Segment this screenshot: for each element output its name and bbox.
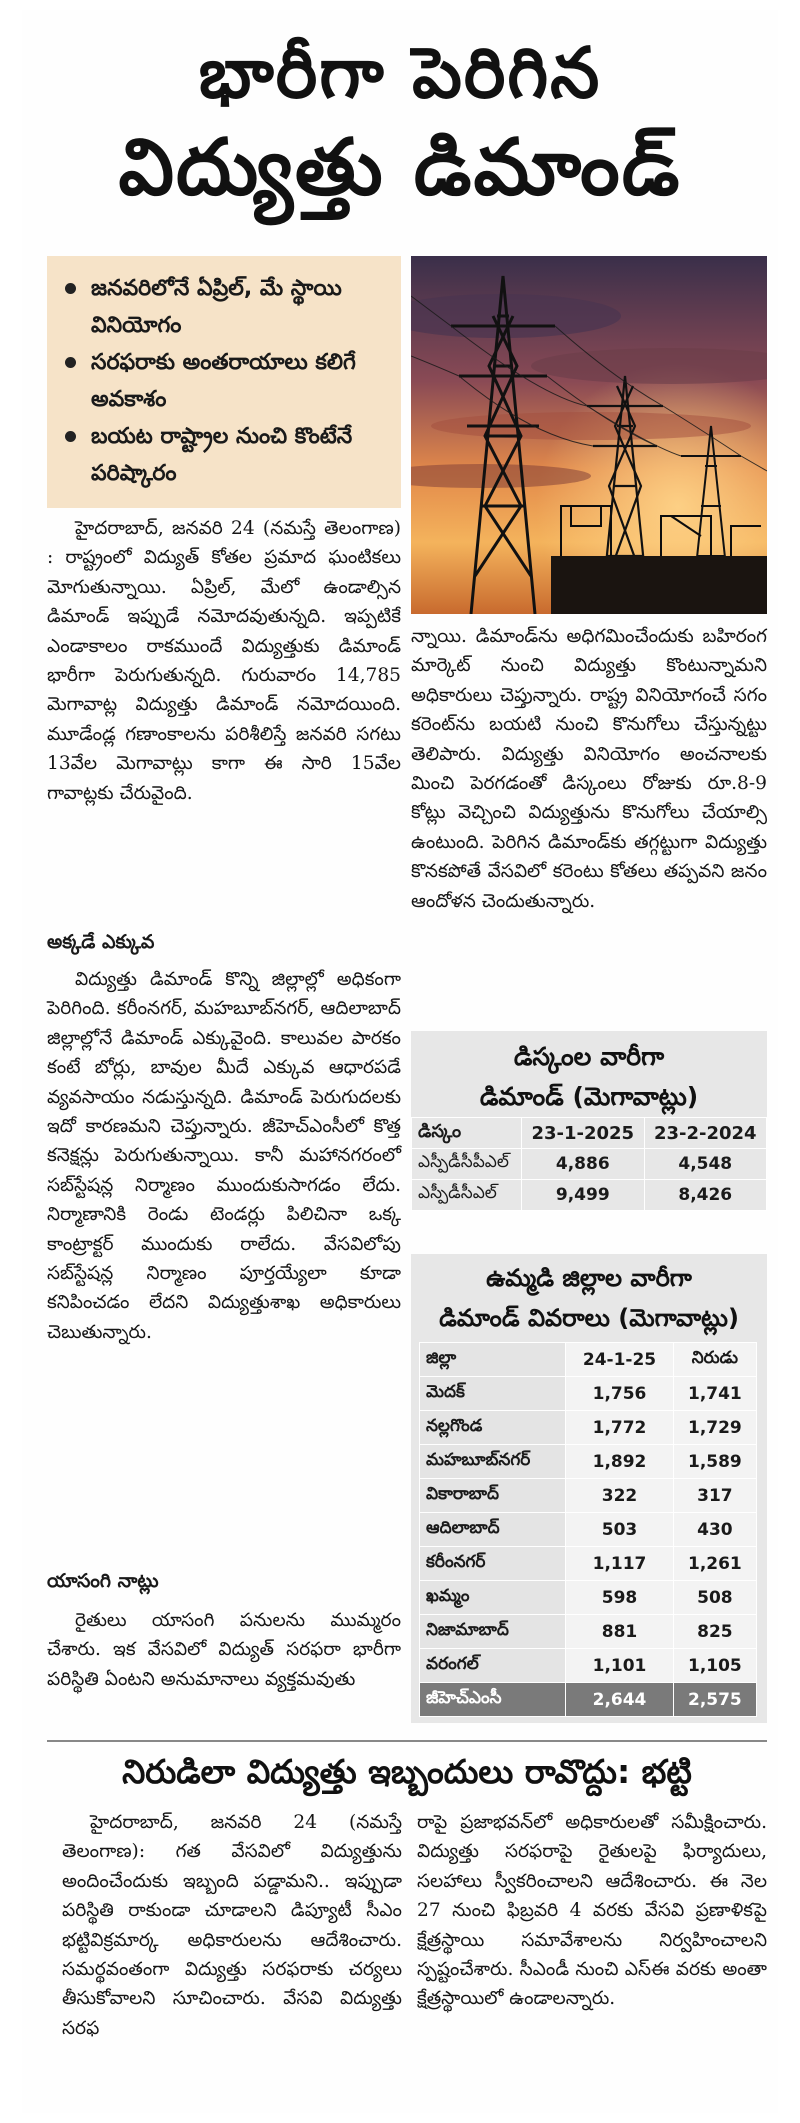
newspaper-clipping bbox=[22, 10, 778, 2113]
article-paragraph: న్నాయి. డిమాండ్‌ను అధిగమించేందుకు బహిరంగ మార్కెట్ నుంచి విద్యుత్తు కొంటున్నామని అధికారులు చెప్తున్నారు. రాష్ట్ర వినియోగంచే సగం కరెంట్‌ను బయటి నుంచి కొనుగోలు చేస్తున్నట్టు తెలిపారు. విద్యుత్తు వినియోగం అంచనాలకు మించి పెరగడంతో డిస్కంలు రోజుకు రూ.8-9 కోట్లు వెచ్చించి విద్యుత్తును కొనుగోలు చేయాల్సి ఉంటుంది. పెరిగిన డిమాండ్‌కు తగ్గట్టుగా విద్యుత్తు కొనకపోతే వేసవిలో కరెంటు కోతలు తప్పవని జనం ఆందోళన చెందుతున్నారు. bbox=[411, 626, 767, 912]
highlights-list bbox=[59, 270, 391, 492]
table-cell: ఎస్పీడీసీఎల్ bbox=[412, 1180, 522, 1211]
table-row bbox=[420, 1547, 757, 1581]
bullet-icon bbox=[65, 431, 76, 442]
district-demand-table bbox=[411, 1254, 767, 1723]
table-row bbox=[420, 1411, 757, 1445]
table-header-cell: 23-1-2025 bbox=[522, 1118, 644, 1149]
table-cell: ఎస్పీడీసీపీఎల్ bbox=[412, 1149, 522, 1180]
district-table bbox=[419, 1342, 757, 1717]
table-cell: నల్లగొండ bbox=[420, 1411, 566, 1445]
table-cell: 2,575 bbox=[673, 1683, 756, 1717]
article-body-left bbox=[47, 514, 401, 808]
highlights-box bbox=[47, 256, 401, 508]
table-cell: 1,101 bbox=[566, 1649, 674, 1683]
second-article-body-left bbox=[62, 1808, 402, 2043]
article-paragraph: హైదరాబాద్, జనవరి 24 (నమస్తే తెలంగాణ) : రాష్ట్రంలో విద్యుత్ కోతల ప్రమాద ఘంటికలు మోగుతున్నాయి. ఏప్రిల్, మేలో ఉండాల్సిన డిమాండ్ ఇప్పుడే నమోదవుతున్నది. ఇప్పటికే ఎండాకాలం రాకముందే విద్యుత్తుకు డిమాండ్ భారీగా పెరుగుతున్నది. గురువారం 14,785 మెగావాట్ల విద్యుత్తు డిమాండ్ నమోదయింది. మూడేండ్ల గణాంకాలను పరిశీలిస్తే జనవరి సగటు 13వేల మెగావాట్లు కాగా ఈ సారి 15వేల గావాట్లకు చేరువైంది. bbox=[47, 518, 401, 804]
table-row bbox=[420, 1445, 757, 1479]
table-cell: 317 bbox=[673, 1479, 756, 1513]
table-cell: 430 bbox=[673, 1513, 756, 1547]
second-article-body-right bbox=[417, 1808, 767, 2014]
bullet-icon bbox=[65, 357, 76, 368]
table-header-cell: నిరుడు bbox=[673, 1343, 756, 1377]
table-cell: వరంగల్ bbox=[420, 1649, 566, 1683]
table-cell: మెదక్ bbox=[420, 1377, 566, 1411]
main-headline bbox=[22, 28, 778, 218]
district-table-title: ఉమ్మడి జిల్లాల వారీగా డిమాండ్ వివరాలు (మెగావాట్లు) bbox=[439, 1264, 739, 1332]
table-header-cell: 23-2-2024 bbox=[644, 1118, 766, 1149]
section-divider bbox=[47, 1740, 767, 1742]
discom-table bbox=[411, 1117, 767, 1211]
table-cell: 4,548 bbox=[644, 1149, 766, 1180]
table-cell: 1,741 bbox=[673, 1377, 756, 1411]
table-cell: 8,426 bbox=[644, 1180, 766, 1211]
table-cell: 508 bbox=[673, 1581, 756, 1615]
table-header-row bbox=[420, 1343, 757, 1377]
article-paragraph: రైతులు యాసంగి పనులను ముమ్మరం చేశారు. ఇక వేసవిలో విద్యుత్ సరఫరా భారీగా పరిస్థితి ఏంటని అనుమానాలు వ్యక్తమవుతు bbox=[47, 1610, 401, 1690]
table-cell: ఆదిలాబాద్ bbox=[420, 1513, 566, 1547]
table-cell: 1,756 bbox=[566, 1377, 674, 1411]
table-row bbox=[420, 1513, 757, 1547]
table-cell: నిజామాబాద్ bbox=[420, 1615, 566, 1649]
highlight-item: బయట రాష్ట్రాల నుంచి కొంటేనే పరిష్కారం bbox=[59, 418, 391, 492]
discom-demand-table bbox=[411, 1031, 767, 1211]
table-cell: 825 bbox=[673, 1615, 756, 1649]
table-row bbox=[420, 1615, 757, 1649]
table-cell: 1,117 bbox=[566, 1547, 674, 1581]
table-row bbox=[412, 1149, 767, 1180]
table-header-cell: డిస్కం bbox=[412, 1118, 522, 1149]
table-cell: 9,499 bbox=[522, 1180, 644, 1211]
table-cell: 503 bbox=[566, 1513, 674, 1547]
article-paragraph: విద్యుత్తు డిమాండ్ కొన్ని జిల్లాల్లో అధికంగా పెరిగింది. కరీంనగర్, మహబూబ్‌నగర్, ఆదిలాబాద్ జిల్లాల్లోనే డిమాండ్ ఎక్కువైంది. కాలువల పారకం కంటే బోర్లు, బావుల మీదే ఎక్కువ ఆధారపడే వ్యవసాయం నడుస్తున్నది. డిమాండ్ పెరుగుదలకు ఇదో కారణమని చెప్తున్నారు. జీహెచ్ఎంసీలో కొత్త కనెక్షన్లు పెరుగుతున్నాయి. కానీ మహానగరంలో సబ్‌స్టేషన్ల నిర్మాణం ముందుకుసాగడం లేదు. నిర్మాణానికి రెండు టెండర్లు పిలిచినా ఒక్క కాంట్రాక్టర్ ముందుకు రాలేదు. వేసవిలోపు సబ్‌స్టేషన్ల నిర్మాణం పూర్తయ్యేలా కూడా కనిపించడం లేదని విద్యుత్తుశాఖ అధికారులు చెబుతున్నారు. bbox=[47, 969, 401, 1343]
second-article-headline: నిరుడిలా విద్యుత్తు ఇబ్బందులు రావొద్దు: భట్టి bbox=[122, 1752, 692, 1791]
table-cell: మహబూబ్‌నగర్ bbox=[420, 1445, 566, 1479]
table-cell: 1,892 bbox=[566, 1445, 674, 1479]
discom-table-title: డిస్కంల వారీగా డిమాండ్ (మెగావాట్లు) bbox=[479, 1042, 699, 1111]
table-cell: 1,589 bbox=[673, 1445, 756, 1479]
table-row bbox=[420, 1479, 757, 1513]
table-cell: 881 bbox=[566, 1615, 674, 1649]
subheading-yasangi: యాసంగి నాట్లు bbox=[47, 1570, 159, 1592]
table-cell: 4,886 bbox=[522, 1149, 644, 1180]
table-cell: ఖమ్మం bbox=[420, 1581, 566, 1615]
table-cell: జీహెచ్ఎంసీ bbox=[420, 1683, 566, 1717]
article-body-right bbox=[411, 622, 767, 916]
table-row bbox=[420, 1581, 757, 1615]
table-cell: కరీంనగర్ bbox=[420, 1547, 566, 1581]
table-row bbox=[420, 1649, 757, 1683]
table-row bbox=[420, 1683, 757, 1717]
table-row bbox=[420, 1377, 757, 1411]
table-cell: 1,261 bbox=[673, 1547, 756, 1581]
table-cell: 1,772 bbox=[566, 1411, 674, 1445]
power-transmission-tower-photo bbox=[411, 256, 767, 614]
table-cell: 1,729 bbox=[673, 1411, 756, 1445]
table-cell: 1,105 bbox=[673, 1649, 756, 1683]
highlight-item: సరఫరాకు అంతరాయాలు కలిగే అవకాశం bbox=[59, 344, 391, 418]
table-cell: వికారాబాద్ bbox=[420, 1479, 566, 1513]
table-header-cell: 24-1-25 bbox=[566, 1343, 674, 1377]
table-row bbox=[412, 1180, 767, 1211]
article-paragraph: హైదరాబాద్, జనవరి 24 (నమస్తే తెలంగాణ): గత వేసవిలో విద్యుత్తును అందించేందుకు ఇబ్బంది పడ్డామని.. ఇప్పుడా పరిస్థితి రాకుండా చూడాలని డిప్యూటీ సీఎం భట్టివిక్రమార్క అధికారులను ఆదేశించారు. సమర్థవంతంగా విద్యుత్తు సరఫరాకు చర్యలు తీసుకోవాలని సూచించారు. వేసవి విద్యుత్తు సరఫ bbox=[62, 1812, 402, 2039]
bullet-icon bbox=[65, 283, 76, 294]
table-cell: 322 bbox=[566, 1479, 674, 1513]
table-header-row bbox=[412, 1118, 767, 1149]
headline-line-2: విద్యుత్తు డిమాండ్ bbox=[118, 123, 682, 213]
transmission-tower-image bbox=[411, 256, 767, 614]
subheading-akkade: అక్కడే ఎక్కువ bbox=[47, 931, 155, 953]
table-header-cell: జిల్లా bbox=[420, 1343, 566, 1377]
article-paragraph: రాపై ప్రజాభవన్‌లో అధికారులతో సమీక్షించారు. విద్యుత్తు సరఫరాపై రైతులపై ఫిర్యాదులు, సలహాలు స్వీకరించాలని ఆదేశించారు. ఈ నెల 27 నుంచి ఫిబ్రవరి 4 వరకు వేసవి ప్రణాళికపై క్షేత్రస్థాయి సమావేశాలను నిర్వహించాలని స్పష్టంచేశారు. సీఎండీ నుంచి ఎస్ఈ వరకు అంతా క్షేత్రస్థాయిలో ఉండాలన్నారు. bbox=[417, 1812, 767, 2010]
table-cell: 2,644 bbox=[566, 1683, 674, 1717]
article-body-left-2 bbox=[47, 965, 401, 1347]
highlight-item: జనవరిలోనే ఏప్రిల్, మే స్థాయి వినియోగం bbox=[59, 270, 391, 344]
article-body-left-3 bbox=[47, 1606, 401, 1694]
headline-line-1: భారీగా పెరిగిన bbox=[198, 32, 602, 114]
table-cell: 598 bbox=[566, 1581, 674, 1615]
